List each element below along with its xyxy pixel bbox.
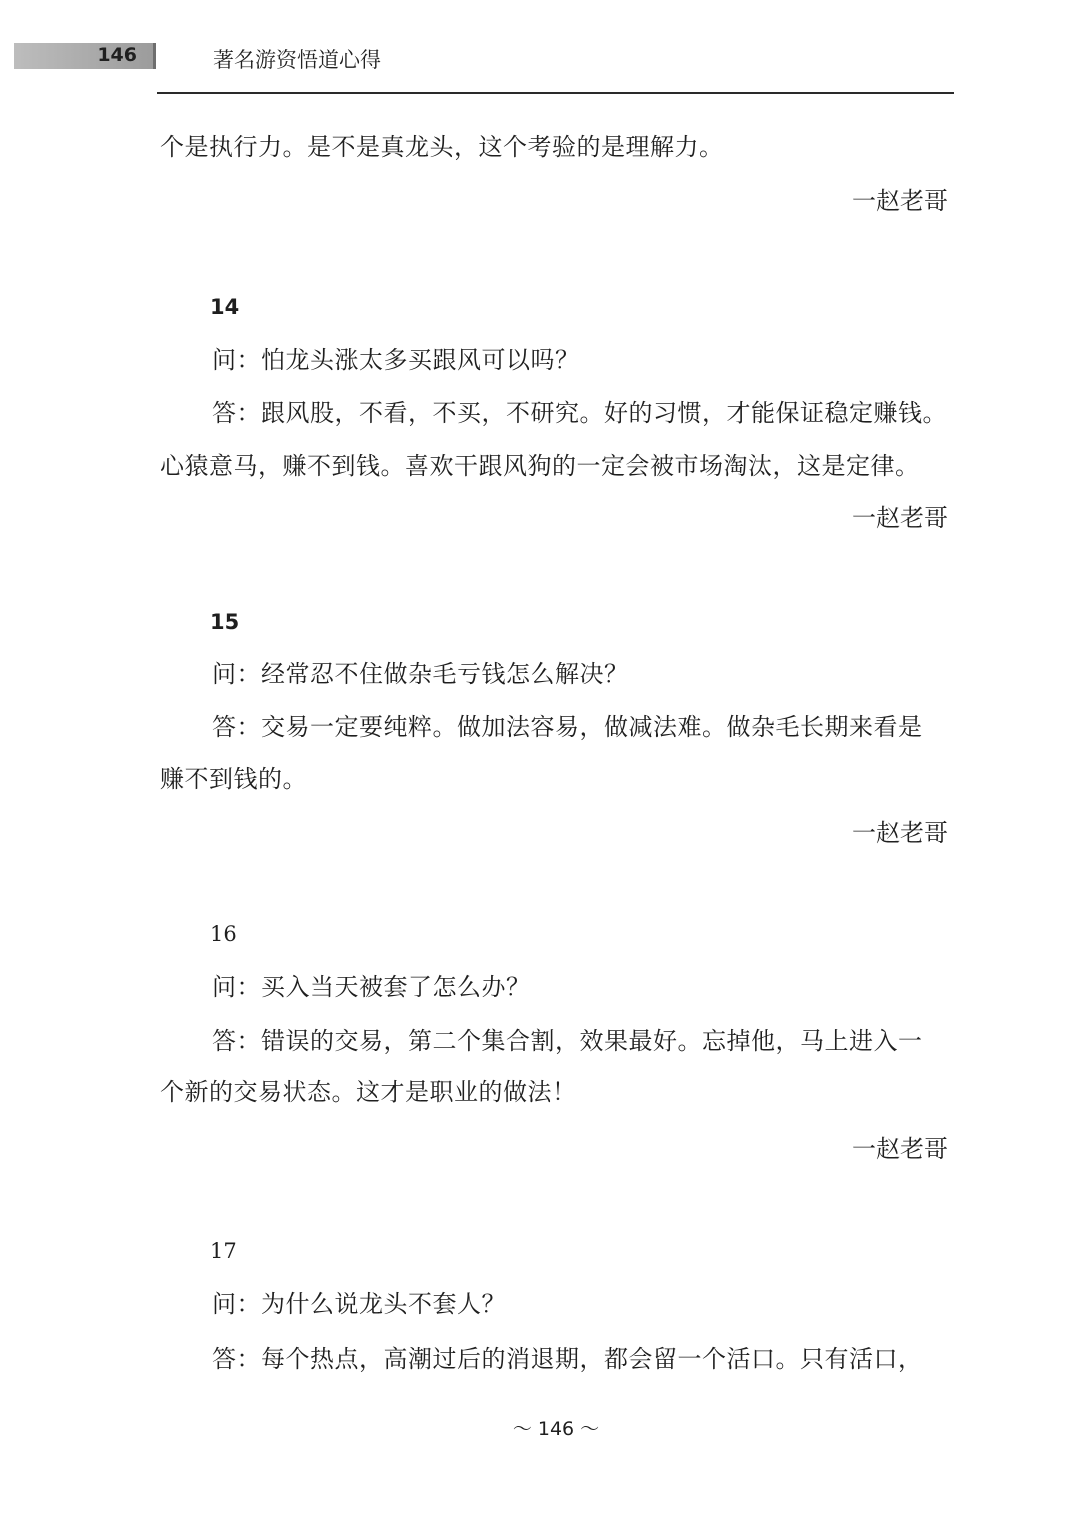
entry-answer-line: 赚不到钱的。 [160, 765, 307, 793]
page-number-tab [14, 43, 156, 69]
entry-question: 问：买入当天被套了怎么办？ [212, 973, 531, 1001]
continuation-line: 个是执行力。是不是真龙头，这个考验的是理解力。 [160, 133, 724, 161]
book-title: 著名游资悟道心得 [213, 48, 381, 72]
entry-question: 问：为什么说龙头不套人？ [212, 1290, 506, 1318]
entry-answer-line: 答：跟风股，不看，不买，不研究。好的习惯，才能保证稳定赚钱。 [212, 399, 947, 427]
entry-author: 一赵老哥 [852, 819, 948, 847]
header-page-number: 146 [97, 44, 137, 66]
footer-page-number: ～ 146 ～ [512, 1418, 600, 1440]
entry-answer-line: 心猿意马，赚不到钱。喜欢干跟风狗的一定会被市场淘汰，这是定律。 [160, 452, 920, 480]
entry-author: 一赵老哥 [852, 187, 948, 215]
header-rule [157, 92, 954, 94]
entry-author: 一赵老哥 [852, 504, 948, 532]
entry-author: 一赵老哥 [852, 1135, 948, 1163]
entry-answer-line: 个新的交易状态。这才是职业的做法！ [160, 1078, 577, 1106]
entry-number: 15 [210, 610, 240, 634]
entry-answer-line: 答：每个热点，高潮过后的消退期，都会留一个活口。只有活口， [212, 1345, 923, 1373]
entry-number: 14 [210, 295, 240, 319]
entry-number: 17 [210, 1239, 237, 1263]
entry-question: 问：怕龙头涨太多买跟风可以吗？ [212, 346, 580, 374]
entry-answer-line: 答：错误的交易，第二个集合割，效果最好。忘掉他，马上进入一 [212, 1027, 923, 1055]
entry-number: 16 [210, 922, 237, 946]
entry-question: 问：经常忍不住做杂毛亏钱怎么解决？ [212, 660, 629, 688]
entry-answer-line: 答：交易一定要纯粹。做加法容易，做减法难。做杂毛长期来看是 [212, 713, 923, 741]
